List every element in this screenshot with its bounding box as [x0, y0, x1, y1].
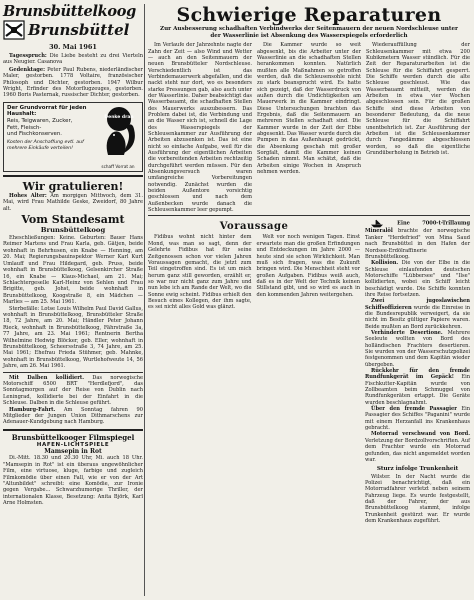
crest-icon: [3, 20, 25, 40]
ad-heading: Der Grundvorrat für jeden Haushalt:: [7, 104, 87, 118]
voraussage-title: Voraussage: [219, 221, 289, 233]
divider: [148, 215, 470, 216]
standesamt-text: Eheschließungen: Keine. Geburten: Bauer Hans Reimer Martens und Frau Karla, geb. Gätjen, beide wohnhaft in Behrhusen, ein Knabe — Henning, am 20. Mai; Regierungsbauinspektor Werner Karl Kurt Umlauff und Frau Hildegard, geb. Pruss, beide wohnhaft in Brunsbüttelkoog, Gelsenkircher Straße 16, ein Knabe — Klaus-Michael, am 21. Mai; Schlachtergeselle Karl-Heinz von Sehlen und Frau Brigitte, geb. Johst, beide wohnhaft in Brunsbüttelkoog, Koogstraße 8, ein Mädchen — Marlies — am 25. Mai 1961.: [3, 235, 143, 306]
divider: [3, 175, 143, 177]
gratulieren-body: Am morgigen Mittwoch, dem 31. Mai, wird Frau Mathilde Geske, Zweidorf, 80 Jahre alt.: [3, 192, 143, 212]
masthead-line1: Brunsbüttelkoog: [3, 3, 136, 20]
sturz-text: Wilster. In der Nacht wurde die Polizei benachrichtigt, daß ein Motorradfahrer verletzt neben seinem Fahrzeug liege. Es wurde festgestellt, daß der Fahrer, der aus Brunsbüttelkoog stammt, infolge Trunkenheit gestürzt war. Er wurde dem Krankenhaus zugeführt.: [365, 473, 470, 524]
note-item: [3, 407, 143, 426]
news-label: Über den fremde Passagier: [371, 406, 457, 413]
right-column: [148, 4, 470, 524]
news-text: Ein Fischkutter-Kapitän wurde von Zollbeamten beim Schmuggel von Rundfunkgeräten ertappt. Die Geräte wurden beschlagnahmt.: [365, 374, 470, 406]
ship-icon: [371, 218, 383, 228]
filmspiegel-text: Di.-Mitt. 18.30 und 20.30 Uhr, Mi. auch 18 Uhr. "Mamsepin in Rot" ist ein überaus ungewöhnlicher Film, eine virtuose, kluge, farbige und zugleich Filmkomödie über einen Fall, wie er von der Art "Altunbildet" schreibt: eine Komödie, zur Ironie gegen Vergabe... Schwarzhumorige Thriller, der internationalen Klasse, Besetzung: Anita Björk, Karl Arne Holmsten.: [3, 455, 143, 507]
divider: [3, 372, 143, 373]
standesamt-subtitle: Brunsbüttelkoog: [40, 226, 106, 235]
news-item: [365, 298, 470, 330]
news-label: Zwei jugoslawischen Schiffsoffizieren: [365, 298, 470, 311]
voraussage-article: [148, 218, 360, 524]
news-text: Ein Passagier des Schiffes "Paganini" wurde mit einem Herzanfall ins Krankenhaus gebracht.: [365, 406, 471, 432]
note-text: Das norwegische Motorschiff 6500 BRT "Herdlefjord", das Sonntagmorgen auf der Reise von Dublin nach Leningrad, kollidierte bei der Einfahrt in die Schleuse. Dalben in die Schleuse geführt.: [3, 374, 143, 407]
ad-item: Reis, Teigwaren, Zucker,: [7, 118, 73, 125]
left-column: [3, 4, 143, 507]
masthead-row: [3, 20, 143, 40]
news-text: Die von der Elbe in die Schleuse einlaufenden deutschen Motorschiffe "Lübbersee" und "Ilse" kollidierten, wobei ein Schiff leicht beschädigt wurde. Die Schiffe konnten ihre Reise fortsetzen.: [365, 260, 470, 298]
news-label: Rückkehr für den fremde Rundfunkgerät im Gepäck!: [365, 368, 470, 381]
news-item: [365, 330, 470, 368]
article-column: [257, 234, 361, 310]
masthead-line2: Brunsbüttel: [28, 21, 130, 39]
news-item: [365, 218, 470, 260]
news-text: Mehrere Seeleute wollten von Bord des holländischen Frachters desertieren. Sie wurden von der Wasserschutzpolizei festgenommen und dem Kapitän wieder übergeben.: [365, 329, 470, 368]
article-column: [257, 42, 361, 213]
news-item: [365, 406, 470, 431]
badge-text: Denke dran: [104, 114, 134, 120]
news-item: [365, 260, 470, 298]
article-text: Die Kammer wurde so weit abgesenkt, bis die Arbeiter unter der Wasserlinie an die schadhaften Stellen herankommen konnten. Natürlich mußten alle Maßnahmen so getroffen werden, daß die Schleusensohle nicht zu stark beansprucht wird. Es hatte sich gezeigt, daß der Wasserdruck von außen durch die Undichtigkeiten am Mauerwerk in die Kammer eindringt. Diese Untersuchungen brachten das Ergebnis, daß die Seitenmauern an mehreren Stellen schadhaft sind. Die Kammer wurde in der Zeit der Ebbe abgesenkt. Das Wasser wurde durch die Pumpen in das Außenhaupt gedrückt, die Absenkung geschah mit großer Sorgfalt, damit die Kammer keinen Schaden nimmt. Man schätzt, daß die Arbeiten einige Wochen in Anspruch nehmen werden.: [257, 42, 361, 176]
news-column: [365, 218, 470, 524]
article-column: [366, 42, 470, 213]
article-column: [148, 42, 252, 213]
article-text: Im Verlaufe der Jahrzehnte nagte der Zahn der Zeit — also Wind und Wetter — auch an den Seitenmauern der neuen Brunsbütteler Nordschleuse. Verschiedentlich ist das Verbindemauerwerk abgefallen, und die nackt steht nur dort, wo es besonders starke Pressungen gab, also auch unter der Wasserlinie. Daher beabsichtigt das Wasserbauamt, die schadhaften Stellen des Mauerwerks auszubessern. Das Problem dabei ist, die Verbindung und an die Wasser sich ist, schnell die Lage des Wasserspiegels der Schleusenkammer zur Ausführung der Arbeiten abzusenken ist. Das ist eine nicht so einfache Aufgabe, weil für die Ausführung der eigentlichen Arbeiten die vorbereitenden Arbeiten rechtzeitig durchgeführt werden müssen. Für den Absenkungsversuch waren umfangreiche Vorbereitungen notwendig. Zunächst wurden die beiden Außentore vorsichtig geschlossen und nach dem Außenbecken wurde danach die Schleusenkammer leer gepumpt.: [148, 42, 252, 214]
ad-item: und Fischkonserven.: [7, 131, 62, 138]
gedenktage-text: Peter Paul Rubens, niederländischer Maler, gestorben. 1778 Voltaire, französischer Philosoph und Dichter, gestorben. 1947 Wilbur Wright, Erfinder des Motorflugzeuges, gestorben. 1960 Boris Pasternak, russischer Dichter, gestorben.: [3, 66, 143, 99]
gedenktage-label: Gedenktage:: [9, 66, 45, 73]
note-label: Mit Dalben kollidiert.: [9, 374, 85, 381]
article-text: Wiederauffüllung der Schleusenkammer mit etwa 200 Kubikmetern Wasser stündlich. Für die Zeit der Reparaturarbeiten ist die Schleuse für die Schiffahrt gesperrt. Die Schiffe werden durch die alte Schleuse geschleust. Wie das Wasserbauamt mitteilt, werden die Arbeiten in etwa vier Wochen abgeschlossen sein. Für die großen Schiffe sind diese Arbeiten von besonderer Bedeutung, da die neue Schleuse für die Schiffahrt unentbehrlich ist. Zur Ausführung der Arbeiten ist die Schleusenkammer durch Fangedämme abgeschlossen worden, so daß die eigentliche Grundüberholung in Betrieb ist.: [366, 42, 470, 157]
advertisement-box: [3, 102, 143, 172]
news-label: Verhinderte Desertione.: [371, 329, 443, 336]
news-label: Kollision.: [371, 260, 399, 267]
note-item: [3, 375, 143, 407]
main-article: [148, 42, 470, 213]
gedenktage: [3, 67, 143, 99]
news-item: [365, 368, 470, 406]
gratulieren-text: [3, 193, 143, 212]
column-divider: [144, 4, 145, 596]
ad-caption: schaff Vorrat an: [101, 163, 135, 169]
news-text: brachte der norwegische Tanker "Herdefried" von Mina Saud nach Brunsbüttel in den Hafen der Nordsee-Erdölraffinerie Brunsbüttelkoog.: [365, 228, 471, 260]
news-text: Verletzung der Bordzollvorschriften. Auf dem Frachter wurde ein Motorrad gefunden, das nicht angemeldet worden war.: [365, 437, 470, 463]
tagesspruch-text: Die Liebe besteht zu drei Vierteln aus Neugier. Casanova: [3, 53, 143, 66]
news-label: Motorrad verschwand von Bord.: [371, 431, 470, 438]
main-deck: Zur Ausbesserung schadhaften Verbindwerks der Seitenmauern der neuen Nordschleuse unter der Wasserlinie ist Absenkung des Wasserspiegels erforderlich: [160, 26, 458, 39]
article-text: Fidibus wohnt nicht hinter dem Mond, was man so sagt, denn der Gelehrte Fidibus hat für seine Zeitgenossen schon vor vielen Jahren Voraussagen gemacht, die jetzt zum Teil eingetroffen sind. Es ist um mich herum ganz still geworden, erzählt er, so war nur nicht ganz zum Jahre und nun lebe ich am Rande der Welt, wo die Sonne ewig scheint. Fidibus erhielt den Besuch eines Kollegen, der ihm sagte, es sei nicht alles Gold was glänzt.: [148, 234, 252, 311]
film-name: Mamsepin in Rot: [44, 448, 102, 456]
filmspiegel-title: Brunsbüttelkooger Filmspiegel: [11, 432, 135, 442]
section-title-gratulieren: Wir gratulieren!: [22, 179, 124, 193]
news-item: [365, 431, 470, 463]
divider: [3, 429, 143, 431]
section-title-standesamt: Vom Standesamt: [21, 213, 125, 227]
ad-items: [7, 118, 87, 138]
main-headline: Schwierige Reparaturen: [176, 4, 442, 26]
article-column: [148, 234, 252, 310]
standesamt-text2: Sterbefälle: Lotse Louis Wilhelm Paul David Gallus, wohnhaft in Brunsbüttelkoog, Brunsbütteler Straße 18, 72 Jahre, am 20. Mai; Händler Peter Johann Rieck, wohnhaft in Brunsbüttelkoog, Fährstraße 3a, 77 Jahre, am 23. Mai 1961; Rentnerin Bertha Wilhelmine Hedwig Blöcker, geb. Eller, wohnhaft in Brunsbüttelkoog, Scheersstraße 3, 74 Jahre, am 25. Mai 1961; Ehefrau Frieda Stühmer, geb. Mahnke, wohnhaft in Brunsbüttelkoog, Wurtlehofweute 14, 56 Jahre, am 26. Mai 1961.: [3, 305, 143, 370]
cinema-name: HAFEN-LICHTSPIELE: [36, 442, 110, 449]
ad-footer: Kosten der Anschaffung evtl. auf mehrere Einkäufe verteilen!: [7, 139, 84, 151]
news-label: Eine 7000-t-Trillaumg Mineralöl: [365, 220, 470, 235]
lower-section: [148, 218, 470, 524]
issue-date: 30. Mai 1961: [49, 43, 97, 51]
news-text: wurde die Einreise in die Bundesrepublik verweigert, da sie nicht im Besitz gültiger Papiere waren. Beide mußten an Bord zurückkehren.: [365, 304, 470, 330]
voraussage-columns: [148, 234, 360, 310]
ad-item: Fett, Fleisch-: [7, 124, 42, 131]
note-label: Hamburg-Fahrt.: [9, 406, 56, 413]
sturz-title: Sturz infolge Trunkenheit: [376, 466, 459, 473]
tagesspruch: [3, 53, 143, 66]
tagesspruch-label: Tagesspruch:: [9, 53, 47, 59]
note-text: Am Sonntag fahren 90 Mitglieder der Jungen Union Dithmarschens zur Adenauer-Kundgebung nach Hamburg.: [3, 406, 144, 426]
gratulieren-label: Hohes Alter:: [9, 192, 47, 199]
article-text: Welt vor noch wenigen Tagen. Einst erwartete man die großen Erfindungen und Entdeckungen im Jahre 2000 — heute sind sie schon Wirklichkeit. Man muß sich fragen, was die Zukunft bringen wird. Die Menschheit steht vor großen Aufgaben. Fidibus weiß auch, daß es in der Welt der Technik keinen Stillstand gibt, und so wird es auch in den kommenden Jahren weitergehen.: [256, 234, 360, 298]
squirrel-icon: [98, 105, 140, 159]
